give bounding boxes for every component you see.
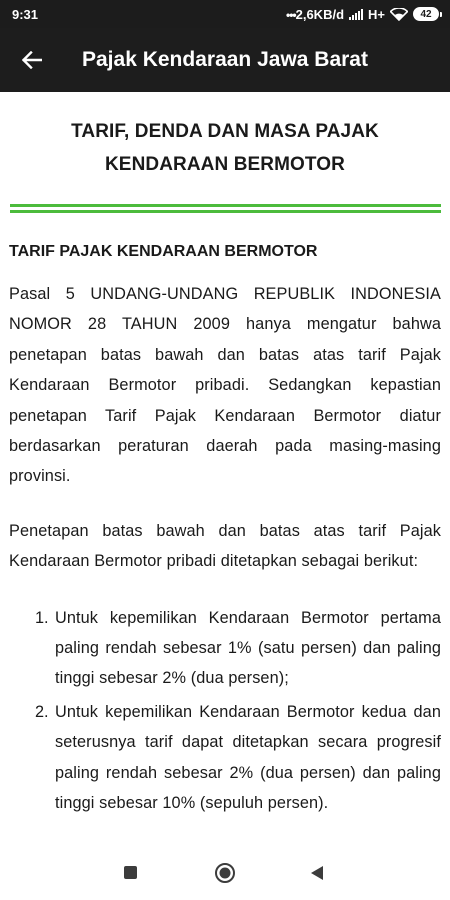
system-nav-bar xyxy=(0,845,450,900)
battery-icon xyxy=(413,7,442,21)
list-item xyxy=(35,603,441,694)
page-title-line-2: KENDARAAN BERMOTOR xyxy=(104,154,345,175)
page-title xyxy=(9,115,441,181)
wifi-icon xyxy=(390,8,408,21)
square-recents-icon xyxy=(124,866,137,879)
list-item xyxy=(35,697,441,819)
system-back-button[interactable] xyxy=(309,864,325,882)
status-icons xyxy=(286,7,442,22)
list-item-number: 2. xyxy=(35,702,49,721)
cell-signal-icon xyxy=(349,9,363,20)
status-bar xyxy=(0,0,450,28)
section-title: TARIF PAJAK KENDARAAN BERMOTOR xyxy=(9,243,318,260)
body-paragraph: Pasal 5 UNDANG-UNDANG REPUBLIK INDONESIA NOMOR 28 TAHUN 2009 hanya mengatur bahwa penetapan batas bawah dan batas atas tarif Pajak Kendaraan Bermotor pribadi. Sedangkan kepastian penetapan Tarif Pajak Kendaraan Bermotor diatur berdasarkan peraturan daerah pada masing-masing provinsi. xyxy=(9,285,441,486)
status-time: 9:31 xyxy=(12,6,39,22)
circle-home-icon xyxy=(214,862,236,884)
body-paragraph: Penetapan batas bawah dan batas atas tarif Pajak Kendaraan Bermotor pribadi ditetapkan sebagai berikut: xyxy=(9,521,441,571)
status-network-speed: •••2,6KB/d xyxy=(286,6,345,22)
double-divider xyxy=(10,204,441,214)
list-item-text: Untuk kepemilikan Kendaraan Bermotor kedua dan seterusnya tarif dapat ditetapkan secara progresif paling rendah sebesar 2% (dua persen) dan paling tinggi sebesar 10% (sepuluh persen). xyxy=(55,702,441,813)
network-type: H+ xyxy=(368,6,385,22)
arrow-left-icon xyxy=(22,51,42,69)
battery-level: 42 xyxy=(413,7,439,21)
app-title: Pajak Kendaraan Jawa Barat xyxy=(82,48,368,71)
notification-dots: ••• xyxy=(286,7,296,22)
page-title-line-1: TARIF, DENDA DAN MASA PAJAK xyxy=(71,121,379,142)
list-item-number: 1. xyxy=(35,608,49,627)
tariff-list xyxy=(9,603,441,819)
article-content[interactable] xyxy=(0,92,450,845)
list-item-text: Untuk kepemilikan Kendaraan Bermotor pertama paling rendah sebesar 1% (satu persen) dan paling tinggi sebesar 2% (dua persen); xyxy=(55,608,441,688)
triangle-back-icon xyxy=(310,865,324,881)
home-button[interactable] xyxy=(214,862,236,884)
app-bar xyxy=(0,28,450,92)
back-button[interactable] xyxy=(0,28,64,92)
recents-button[interactable] xyxy=(122,865,138,881)
